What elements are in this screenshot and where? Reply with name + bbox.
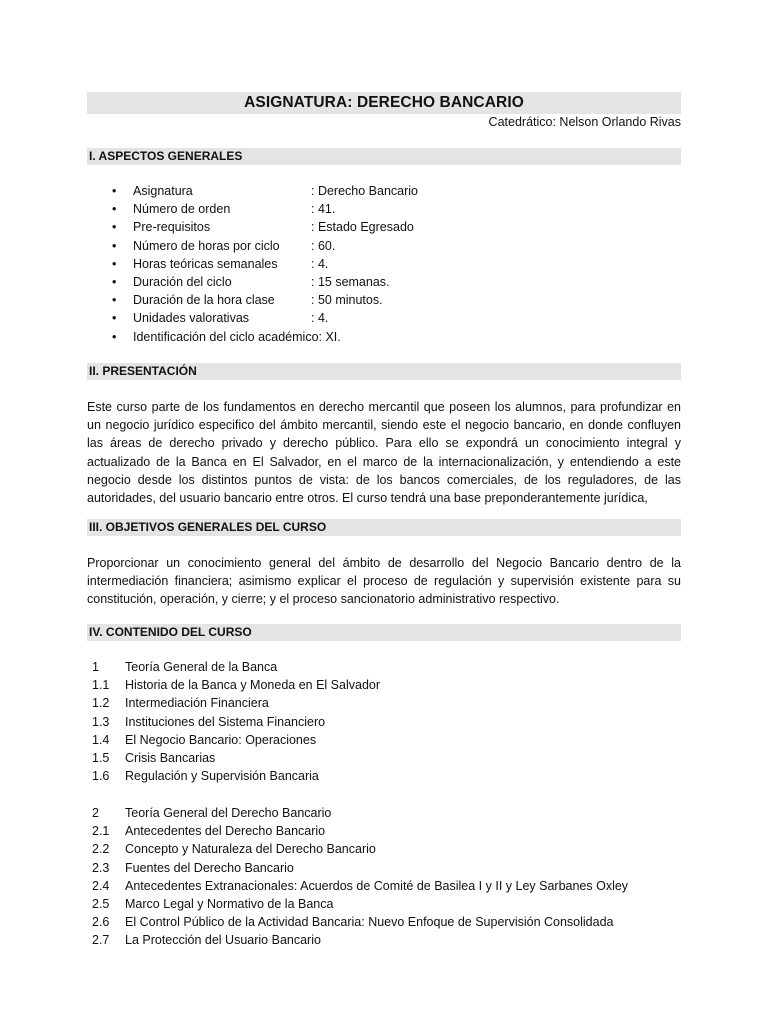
bullet-icon: • xyxy=(112,220,117,235)
content-row xyxy=(87,877,681,895)
info-row xyxy=(87,218,681,236)
content-text: Regulación y Supervisión Bancaria xyxy=(125,769,319,784)
content-number: 2 xyxy=(92,806,99,820)
section-heading-contenido xyxy=(87,624,681,641)
content-number: 2.4 xyxy=(92,878,110,893)
info-row xyxy=(87,273,681,291)
content-text: Historia de la Banca y Moneda en El Salvador xyxy=(125,678,381,693)
content-row xyxy=(87,895,681,913)
content-row xyxy=(87,658,681,676)
content-number: 1.2 xyxy=(92,696,110,711)
info-row xyxy=(87,237,681,255)
content-number: 1.1 xyxy=(92,678,110,693)
title-band xyxy=(87,92,681,114)
info-value: : 60. xyxy=(311,238,336,253)
content-number: 1.5 xyxy=(92,750,110,765)
content-text: Marco Legal y Normativo de la Banca xyxy=(125,896,334,911)
info-value: : Estado Egresado xyxy=(311,220,414,235)
section-heading-aspectos xyxy=(87,148,681,165)
bullet-icon: • xyxy=(112,311,117,326)
content-number: 1.3 xyxy=(92,714,110,729)
presentation-paragraph: Este curso parte de los fundamentos en derecho mercantil que poseen los alumnos, para profundizar en un negocio jurídico especifico del ámbito mercantil, siendo este el negocio bancario, en donde confluyen las áreas de derecho privado y derecho público. Para ello se expondrá un conocimiento integral y actualizado de la Banca en El Salvador, en el marco de la internacionalización, y entendiendo a este negocio desde los distintos puntos de vista: de los bancos comerciales, de los reguladores, de las autoridades, del usuario bancario entre otros. El curso tendrá una base preponderantemente jurídica, xyxy=(87,400,681,506)
content-row xyxy=(87,713,681,731)
content-row xyxy=(87,804,681,822)
page-title: ASIGNATURA: DERECHO BANCARIO xyxy=(244,94,524,111)
content-text: La Protección del Usuario Bancario xyxy=(125,933,321,948)
objectives-paragraph: Proporcionar un conocimiento general del ámbito de desarrollo del Negocio Bancario dentro de la intermediación financiera; asimismo explicar el proceso de regulación y supervisión existente para su constitución, operación, y cierre; y el proceso sancionatorio administrativo respectivo. xyxy=(87,556,681,607)
info-row xyxy=(87,182,681,200)
section-heading-text: II. PRESENTACIÓN xyxy=(89,364,197,378)
bullet-icon: • xyxy=(112,293,117,308)
content-row xyxy=(87,731,681,749)
info-label: Duración de la hora clase xyxy=(133,293,275,308)
content-row xyxy=(87,694,681,712)
info-value: : 4. xyxy=(311,311,329,326)
content-row xyxy=(87,676,681,694)
info-row xyxy=(87,200,681,218)
content-text: El Control Público de la Actividad Bancaria: Nuevo Enfoque de Supervisión Consolidada xyxy=(125,915,614,930)
content-unit-2 xyxy=(87,804,681,950)
content-row xyxy=(87,822,681,840)
info-row xyxy=(87,255,681,273)
content-number: 2.5 xyxy=(92,896,110,911)
content-row xyxy=(87,749,681,767)
teacher-line: Catedrático: Nelson Orlando Rivas xyxy=(488,115,681,129)
info-label: Duración del ciclo xyxy=(133,274,232,289)
info-label: Unidades valorativas xyxy=(133,311,250,326)
content-row xyxy=(87,840,681,858)
info-row xyxy=(87,309,681,327)
section-heading-presentacion xyxy=(87,363,681,380)
content-text: Instituciones del Sistema Financiero xyxy=(125,714,326,729)
content-row xyxy=(87,913,681,931)
content-text: Fuentes del Derecho Bancario xyxy=(125,860,294,875)
content-number: 2.3 xyxy=(92,860,110,875)
info-row xyxy=(87,328,681,346)
info-label: Pre-requisitos xyxy=(133,220,211,235)
info-label: Identificación del ciclo académico: XI. xyxy=(133,329,341,344)
content-text: Antecedentes del Derecho Bancario xyxy=(125,824,326,839)
info-value: : Derecho Bancario xyxy=(311,184,419,198)
bullet-icon: • xyxy=(112,202,117,217)
info-value: : 50 minutos. xyxy=(311,293,383,308)
info-label: Número de horas por ciclo xyxy=(133,238,280,253)
bullet-icon: • xyxy=(112,184,117,198)
info-label: Horas teóricas semanales xyxy=(133,256,278,271)
info-value: : 41. xyxy=(311,202,336,217)
content-row xyxy=(87,931,681,949)
section-heading-text: IV. CONTENIDO DEL CURSO xyxy=(89,625,252,639)
content-text: Teoría General del Derecho Bancario xyxy=(125,806,332,820)
info-value: : 4. xyxy=(311,256,329,271)
content-number: 1.4 xyxy=(92,732,110,747)
section-heading-objetivos xyxy=(87,519,681,536)
info-label: Asignatura xyxy=(133,184,193,198)
content-number: 2.1 xyxy=(92,824,110,839)
content-text: Teoría General de la Banca xyxy=(125,660,278,674)
info-value: : 15 semanas. xyxy=(311,274,390,289)
content-text: Antecedentes Extranacionales: Acuerdos de Comité de Basilea I y II y Ley Sarbanes Oxley xyxy=(125,878,629,893)
section-heading-text: I. ASPECTOS GENERALES xyxy=(89,149,243,163)
content-text: Concepto y Naturaleza del Derecho Bancario xyxy=(125,842,376,857)
content-number: 1.6 xyxy=(92,769,110,784)
info-label: Número de orden xyxy=(133,202,231,217)
content-unit-1 xyxy=(87,658,681,785)
content-text: El Negocio Bancario: Operaciones xyxy=(125,732,317,747)
content-number: 2.7 xyxy=(92,933,110,948)
bullet-icon: • xyxy=(112,256,117,271)
content-text: Intermediación Financiera xyxy=(125,696,269,711)
bullet-icon: • xyxy=(112,329,117,344)
content-row xyxy=(87,859,681,877)
general-info-list xyxy=(87,182,681,346)
bullet-icon: • xyxy=(112,238,117,253)
content-number: 2.2 xyxy=(92,842,110,857)
info-row xyxy=(87,291,681,309)
content-row xyxy=(87,767,681,785)
content-text: Crisis Bancarias xyxy=(125,750,216,765)
content-number: 1 xyxy=(92,660,99,674)
content-number: 2.6 xyxy=(92,915,110,930)
bullet-icon: • xyxy=(112,274,117,289)
section-heading-text: III. OBJETIVOS GENERALES DEL CURSO xyxy=(89,520,327,534)
